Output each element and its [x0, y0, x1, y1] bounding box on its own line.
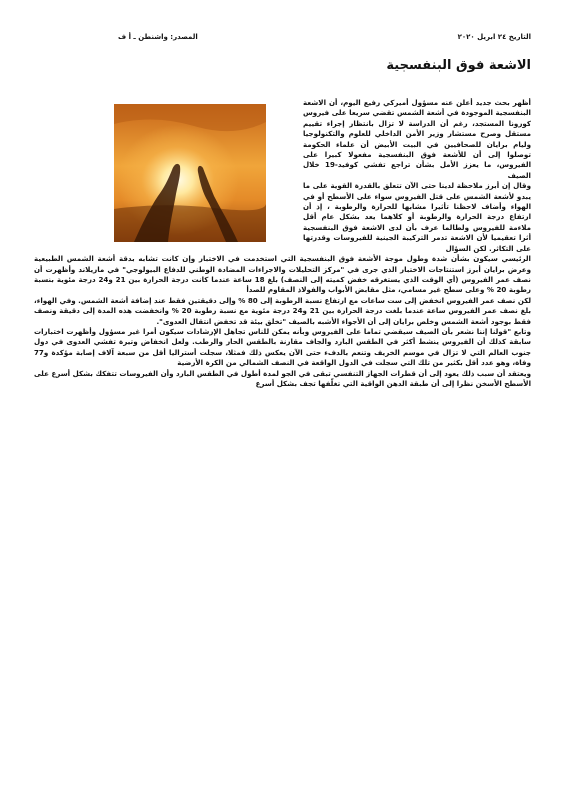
- paragraph-6: ويعتقد أن سبب ذلك يعود إلى أن قطرات الجهاز التنفسي تبقى في الجو لمدة أطول في الطقس البارد وأن الفيروسات تتفكك بشكل أسرع على الأسطح الأسخن نظرا إلى أن طبقة الدهن الواقية التي تغلّفها تجف بشكل أسرع: [34, 368, 531, 388]
- body-full-width: [34, 254, 531, 389]
- paragraph-2: وقال إن أبرز ملاحظة لدينا حتى الآن تتعلق بالقدرة القوية على ما يبدو لأشعة الشمس على قتل الفيروس سواء على الأسطح أو في الهواء وأضاف لاحظنا تأثيرا مشابها للحرارة والرطوبة ، إذ أن ارتفاع درجة الحرارة والرطوبة أو كلاهما يعد بشكل عام أقل ملاءمة للفيروس ولطالما عرف بأن لدى الاشعة فوق البنفسجية أثرا تعقيميا لأن الاشعة تدمر التركيبة الجينية للفيروسات وقدرتها على التكاثر. لكن السؤال: [303, 181, 531, 253]
- body-beside-image: [303, 98, 531, 254]
- paragraph-4: لكن نصف عمر الفيروس انخفض إلى ست ساعات مع ارتفاع نسبة الرطوبة إلى 80 % وإلى دقيقتين فقط عند إضافة أشعة الشمس. وفي الهواء، بلغ نصف عمر الفيروس ساعة عندما بلغت درجة الحرارة بين 21 و24 درجة مئوية مع نسبة رطوبة 20 % وانخفضت هذه المدة إلى دقيقة ونصف فقط بوجود أشعة الشمس وخلص برايان إلى أن الأجواء الأشبه بالصيف "تخلق بيئة قد تخفض انتقال العدوى".: [34, 295, 531, 326]
- article-date: التاريخ ٢٤ ابريل ٢٠٢٠: [457, 33, 531, 41]
- paragraph-1: أظهر بحث جديد أعلن عنه مسؤول أميركي رفيع اليوم، أن الاشعة البنفسجية الموجودة في أشعة الشمس تقضي سريعا على فيروس كورونا المستجد، رغم أن الدراسة لا تزال بانتظار إجراء تقييم مستقل وصرح مستشار وزير الأمن الداخلي للعلوم والتكنولوجيا وليام برايان للصحافيين في البيت الأبيض أن علماء الحكومة توصلوا إلى أن للأشعة فوق البنفسجية مفعولا كبيرا على الفيروس، ما يعزز الأمل بشأن تراجع تفشي كوفيد-19 خلال الصيف: [303, 98, 532, 180]
- article-source: المصدر: واشنطن ـ أ ف: [118, 33, 198, 41]
- paragraph-5: وتابع "قولنا إننا نشعر بأن الصيف سيقضي تماما على الفيروس وبأنه يمكن للناس تجاهل الإرشادات سيكون أمرا غير مسؤول وأظهرت اختبارات سابقة كذلك أن الفيروس ينشط أكثر في الطقس البارد والجاف مقارنة بالطقس الحار والرطب. ولعل انخفاض وتيرة تفشي العدوى في دول جنوب العالم التي لا تزال في موسم الخريف وتنعم بالدفء حتى الآن يعكس ذلك فمثلا، سجلت أستراليا أقل من سبعة آلاف إصابة مؤكدة و77 وفاة، وهو عدد أقل بكثير من تلك التي سجلت في الدول الواقعة في النصف الشمالي من الكرة الأرضية: [34, 326, 531, 368]
- article-title: الاشعة فوق البنفسجية: [386, 58, 531, 73]
- paragraph-3: الرئيسي سيكون بشأن شدة وطول موجة الأشعة فوق البنفسجية التي استخدمت في الاختبار وإن كانت تشابه بدقة أشعة الشمس الطبيعية وعرض برايان أبرز استنتاجات الاختبار الذي جرى في "مركز التحليلات والاجراءات المضادة الوطني للدفاع البيولوجي" في ماريلاند وأظهرت أن نصف عمر الفيروس (أي الوقت الذي يستغرقه خفض كميته إلى النصف) بلغ 18 ساعة عندما كانت درجة الحرارة بين 21 و24 درجة مئوية بنسبة رطوبة 20 % وعلى سطح غير مسامي، مثل مقابض الأبواب والفولاذ المقاوم للصدأ: [34, 254, 531, 295]
- article-body: [34, 98, 531, 389]
